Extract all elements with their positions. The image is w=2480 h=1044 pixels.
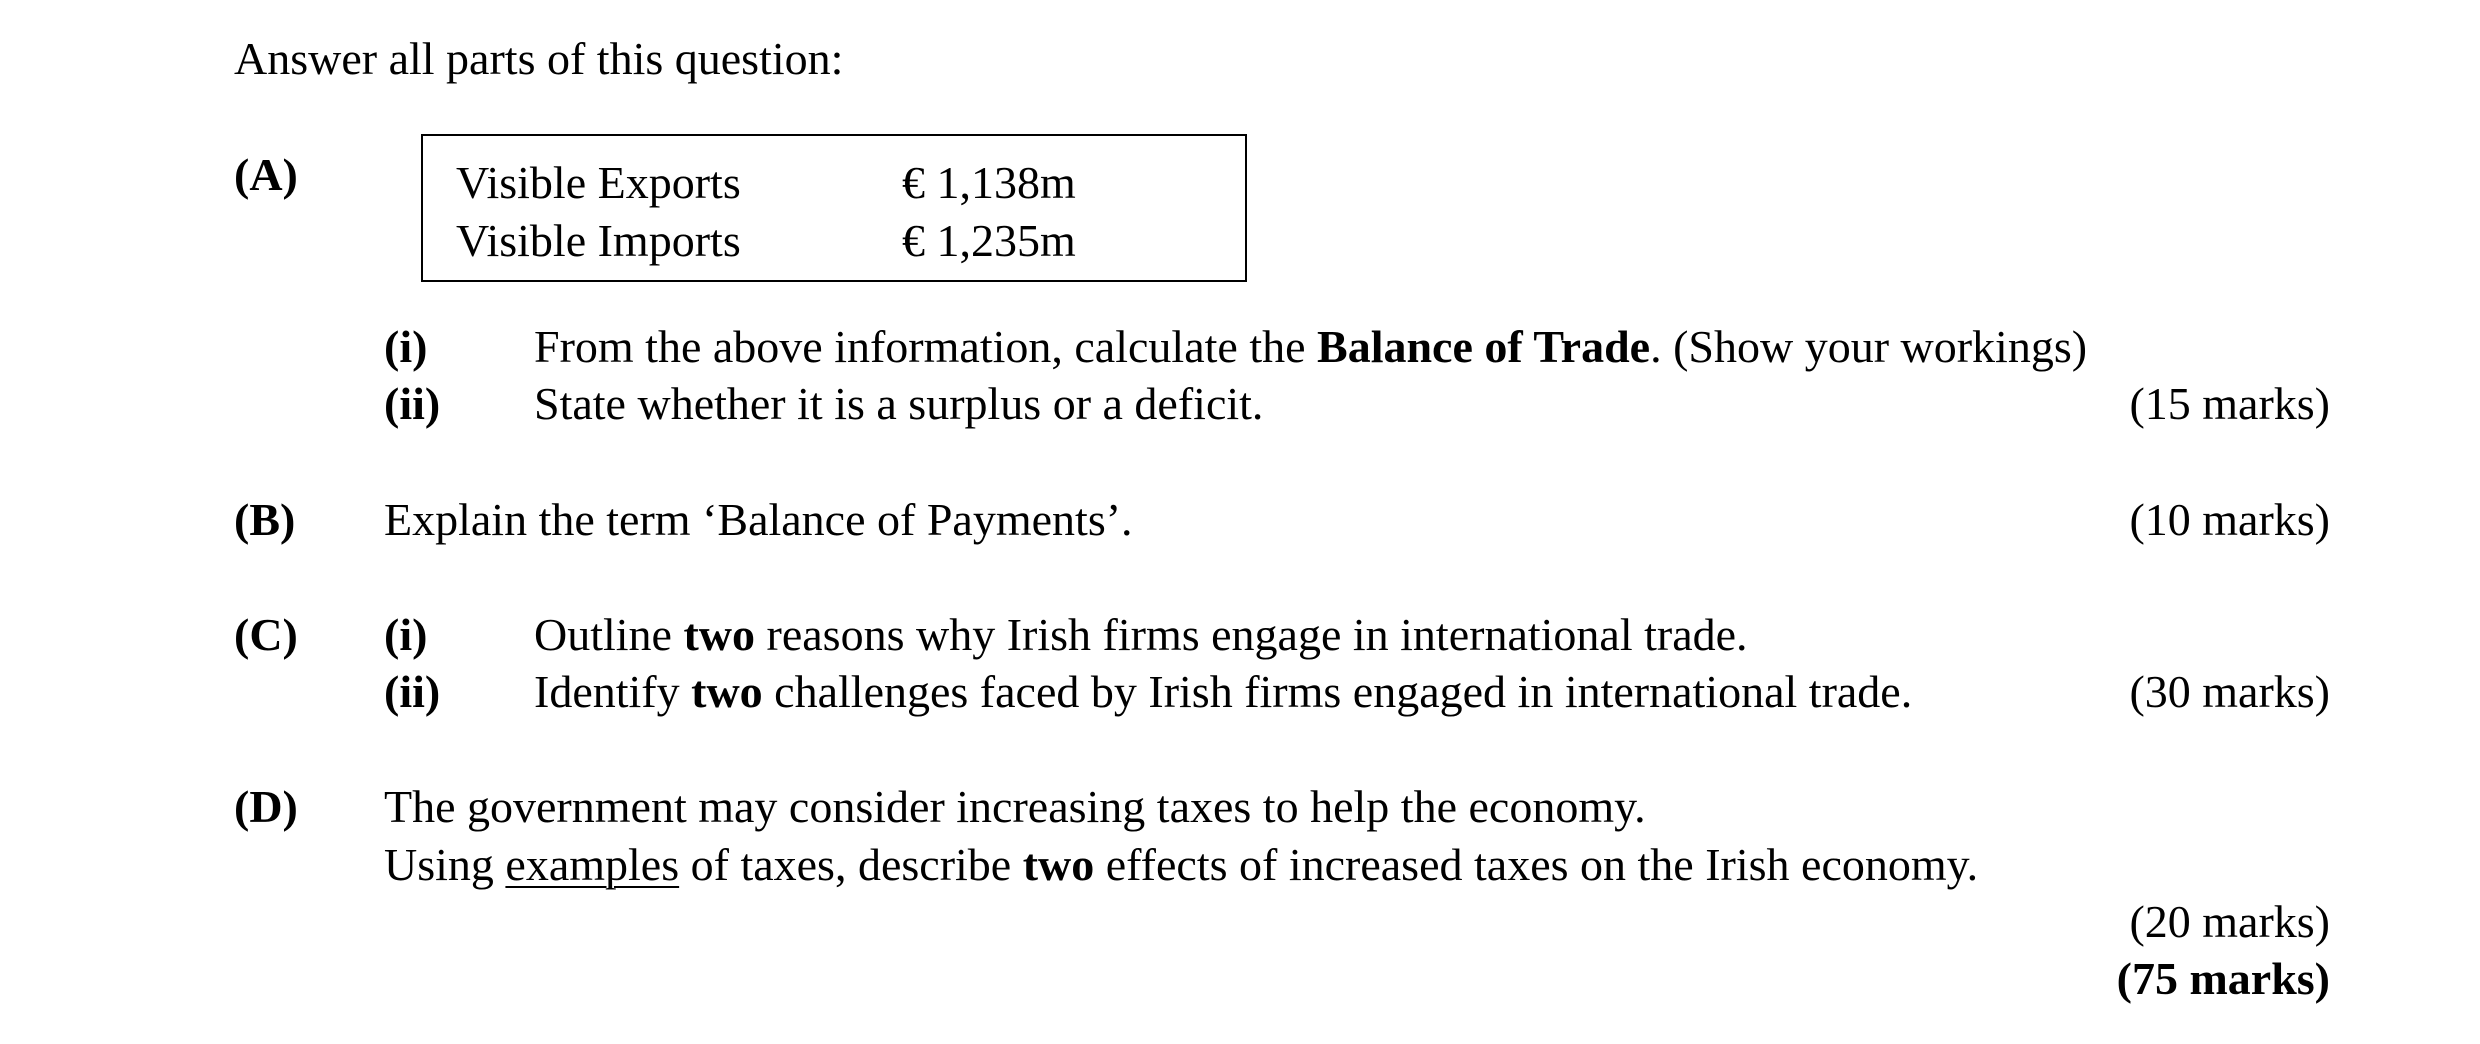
part-c-label: (C) <box>234 609 298 660</box>
question-instruction: Answer all parts of this question: <box>234 33 844 84</box>
part-a-sub-ii-label: (ii) <box>384 378 441 429</box>
part-d-line2 <box>384 839 1979 890</box>
part-d-line2-text-after: effects of increased taxes on the Irish economy. <box>1094 839 1979 890</box>
part-a-sub-i-text <box>534 321 2088 372</box>
part-a-sub-i-text-before: From the above information, calculate the <box>534 321 1318 372</box>
part-c-sub-ii-text <box>534 666 1913 717</box>
part-a-marks: (15 marks) <box>2129 378 2330 429</box>
part-a-sub-i-text-after: . (Show your workings) <box>1650 321 2088 372</box>
part-c-sub-ii-label: (ii) <box>384 666 441 717</box>
part-d-line2-underlined: examples <box>505 839 680 890</box>
part-c-sub-ii-text-before: Identify <box>534 666 692 717</box>
part-a-label: (A) <box>234 149 298 200</box>
part-a-sub-i-label: (i) <box>384 321 428 372</box>
part-a-sub-ii-text: State whether it is a surplus or a deficit. <box>534 378 1264 429</box>
part-b-text: Explain the term ‘Balance of Payments’. <box>384 494 1133 545</box>
part-d-label: (D) <box>234 781 298 832</box>
part-c-sub-i-text-before: Outline <box>534 609 684 660</box>
part-c-sub-i-label: (i) <box>384 609 428 660</box>
trade-row-imports-name: Visible Imports <box>456 215 741 266</box>
trade-row-exports-value: € 1,138m <box>902 157 1076 208</box>
part-d-line2-bold: two <box>1022 839 1095 890</box>
part-b-label: (B) <box>234 494 296 545</box>
part-b-marks: (10 marks) <box>2129 494 2330 545</box>
part-d-marks: (20 marks) <box>2129 896 2330 947</box>
total-marks: (75 marks) <box>2116 953 2330 1004</box>
part-c-sub-i-bold: two <box>683 609 756 660</box>
trade-row-exports-name: Visible Exports <box>456 157 741 208</box>
trade-row-imports-value: € 1,235m <box>902 215 1076 266</box>
part-c-sub-ii-bold: two <box>691 666 763 717</box>
part-c-sub-i-text <box>534 609 1748 660</box>
part-c-sub-i-text-after: reasons why Irish firms engage in international trade. <box>755 609 1748 660</box>
part-a-sub-i-bold: Balance of Trade <box>1317 321 1651 372</box>
part-d-line1: The government may consider increasing taxes to help the economy. <box>384 781 1646 832</box>
part-c-sub-ii-text-after: challenges faced by Irish firms engaged in international trade. <box>762 666 1913 717</box>
part-d-line2-text-middle: of taxes, describe <box>679 839 1023 890</box>
part-d-line2-text-before: Using <box>384 839 506 890</box>
part-c-marks: (30 marks) <box>2129 666 2330 717</box>
